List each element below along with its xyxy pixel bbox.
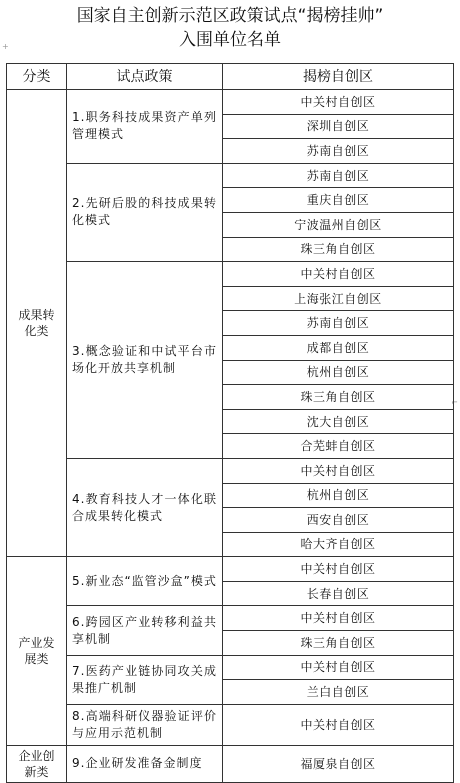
policy-cell: 3.概念验证和中试平台市场化开放共享机制 xyxy=(67,262,223,459)
zone-cell: 中关村自创区 xyxy=(223,458,454,483)
zone-cell: 中关村自创区 xyxy=(223,90,454,115)
policy-cell: 5.新业态“监管沙盒”模式 xyxy=(67,557,223,606)
zone-cell: 合芜蚌自创区 xyxy=(223,434,454,459)
policy-cell: 7.医药产业链协同攻关成果推广机制 xyxy=(67,655,223,704)
zone-cell: 哈大齐自创区 xyxy=(223,532,454,557)
zone-cell: 西安自创区 xyxy=(223,508,454,533)
corner-mark-icon: + xyxy=(2,42,9,51)
policy-cell: 4.教育科技人才一体化联合成果转化模式 xyxy=(67,458,223,556)
table-header-row xyxy=(7,64,454,90)
category-cell: 成果转化类 xyxy=(7,90,67,557)
zone-cell: 长春自创区 xyxy=(223,581,454,606)
zone-cell: 中关村自创区 xyxy=(223,262,454,287)
zone-cell: 苏南自创区 xyxy=(223,311,454,336)
zone-cell: 苏南自创区 xyxy=(223,139,454,164)
zone-cell: 中关村自创区 xyxy=(223,606,454,631)
zone-cell: 深圳自创区 xyxy=(223,114,454,139)
category-cell: 产业发展类 xyxy=(7,557,67,746)
policy-cell: 6.跨园区产业转移利益共享机制 xyxy=(67,606,223,655)
table-row xyxy=(7,745,454,782)
policy-cell: 8.高端科研仪器验证评价与应用示范机制 xyxy=(67,704,223,745)
zone-cell: 重庆自创区 xyxy=(223,188,454,213)
document-title xyxy=(0,4,460,52)
zone-cell: 上海张江自创区 xyxy=(223,286,454,311)
zone-cell: 珠三角自创区 xyxy=(223,631,454,656)
zone-cell: 成都自创区 xyxy=(223,335,454,360)
table-row xyxy=(7,458,454,483)
zone-cell: 中关村自创区 xyxy=(223,557,454,582)
category-cell: 企业创新类 xyxy=(7,745,67,782)
zone-cell: 中关村自创区 xyxy=(223,704,454,745)
zone-cell: 宁波温州自创区 xyxy=(223,212,454,237)
zone-cell: 兰白自创区 xyxy=(223,680,454,705)
policy-cell: 9.企业研发准备金制度 xyxy=(67,745,223,782)
header-category: 分类 xyxy=(7,64,67,90)
policy-cell: 2.先研后股的科技成果转化模式 xyxy=(67,163,223,261)
table-row xyxy=(7,557,454,582)
edge-mark-icon: ⌐ xyxy=(451,398,458,407)
header-policy: 试点政策 xyxy=(67,64,223,90)
title-line-2: 入围单位名单 xyxy=(179,30,281,50)
zone-cell: 杭州自创区 xyxy=(223,483,454,508)
zone-cell: 珠三角自创区 xyxy=(223,385,454,410)
zone-cell: 福厦泉自创区 xyxy=(223,745,454,782)
zone-cell: 珠三角自创区 xyxy=(223,237,454,262)
policy-cell: 1.职务科技成果资产单列管理模式 xyxy=(67,90,223,164)
table-row xyxy=(7,262,454,287)
table-row xyxy=(7,655,454,680)
header-zone: 揭榜自创区 xyxy=(223,64,454,90)
table-row xyxy=(7,163,454,188)
table-row xyxy=(7,606,454,631)
table-row xyxy=(7,90,454,115)
title-line-1: 国家自主创新示范区政策试点“揭榜挂帅” xyxy=(76,6,384,26)
zone-cell: 杭州自创区 xyxy=(223,360,454,385)
zone-cell: 苏南自创区 xyxy=(223,163,454,188)
pilot-units-table xyxy=(6,63,454,783)
zone-cell: 中关村自创区 xyxy=(223,655,454,680)
table-row xyxy=(7,704,454,745)
zone-cell: 沈大自创区 xyxy=(223,409,454,434)
